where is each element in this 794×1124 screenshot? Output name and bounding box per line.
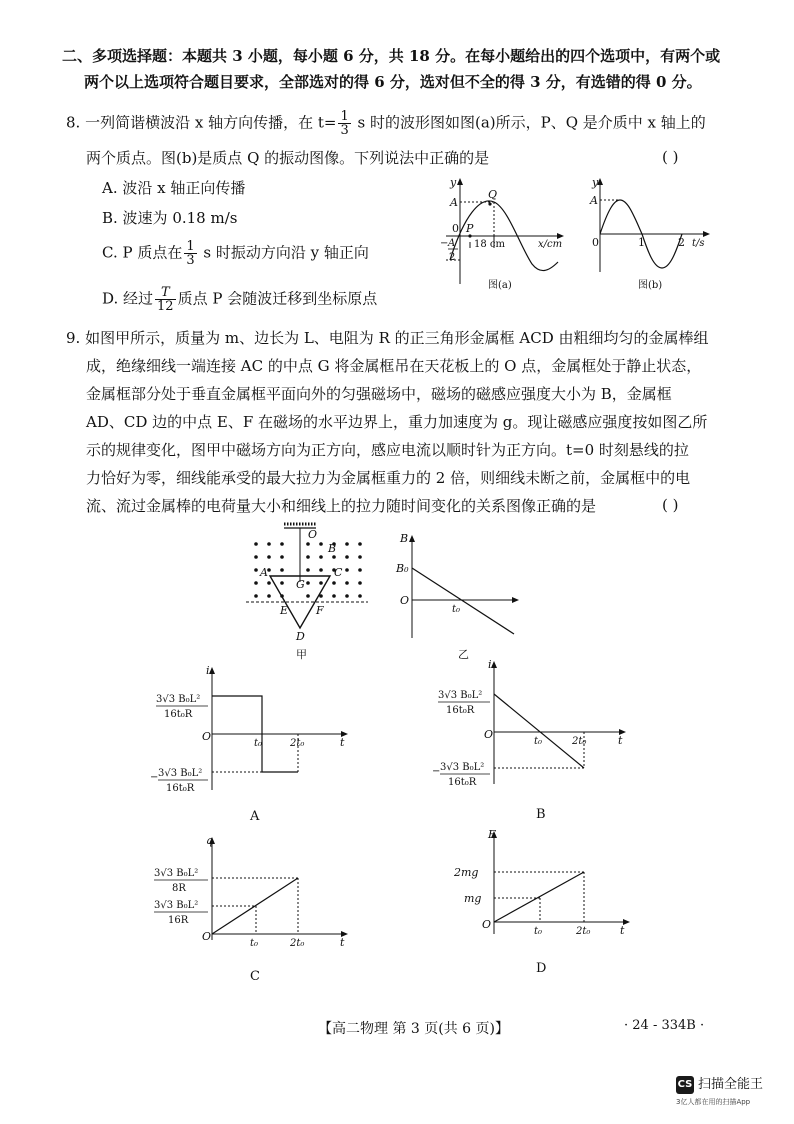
q8-option-d-den: 12	[157, 299, 174, 314]
fig-b-two-label: 2	[678, 236, 685, 249]
graph-d-option-label: D	[536, 961, 547, 976]
q8-answer-paren: ( )	[662, 148, 679, 166]
field-dot	[358, 581, 362, 585]
graph-c-axis-label: q	[206, 834, 214, 847]
fig-yi-label-b0: B₀	[396, 562, 409, 575]
fig-jia-magnetic-dots	[254, 542, 362, 598]
fig-a-caption: 图(a)	[488, 280, 512, 291]
field-dot	[306, 568, 310, 572]
graph-b-top-den: 16t₀R	[446, 705, 475, 716]
fig-a-dist-label: 18 cm	[474, 239, 505, 250]
field-dot	[319, 555, 323, 559]
field-dot	[345, 594, 349, 598]
fig-jia-label-b: B	[328, 542, 337, 555]
q8-option-c	[102, 240, 369, 267]
q8-fraction	[338, 110, 350, 137]
fig-b-zero-label: 0	[592, 236, 599, 249]
field-dot	[332, 594, 336, 598]
field-dot	[306, 581, 310, 585]
q9-stem-line1: 9. 如图甲所示，质量为 m、边长为 L、电阻为 R 的正三角形金属框 ACD 由粗细均匀的金属棒组	[66, 329, 709, 347]
q9-stem-line4: AD、CD 边的中点 E、F 在磁场的水平边界上，重力加速度为 g。现让磁感应强度按如图乙所	[86, 413, 708, 431]
graph-a-bot-den: 16t₀R	[166, 783, 195, 794]
field-dot	[280, 568, 284, 572]
q8-option-c-num: 1	[186, 239, 195, 254]
field-dot	[280, 542, 284, 546]
q8-option-d-text-a: D. 经过	[102, 289, 154, 308]
graph-b-axis-label: i	[488, 658, 492, 671]
figure-jia-frame	[244, 522, 374, 662]
field-dot	[280, 581, 284, 585]
camscanner-name: 扫描全能王	[698, 1077, 764, 1092]
figure-b-vibration	[588, 176, 718, 296]
field-dot	[254, 555, 258, 559]
fig-a-p-label: P	[466, 222, 474, 235]
graph-option-d	[432, 830, 642, 980]
q8-frac-den: 3	[340, 123, 349, 138]
graph-c-2t0: 2t₀	[290, 938, 305, 949]
q8-option-c-frac	[184, 240, 196, 267]
q8-option-d	[102, 286, 377, 313]
field-dot	[358, 568, 362, 572]
graph-b-2t0: 2t₀	[572, 736, 587, 747]
q8-stem-line2: 两个质点。图(b)是质点 Q 的振动图像。下列说法中正确的是	[86, 149, 490, 167]
q9-stem-line5: 示的规律变化，图甲中磁场方向为正方向，感应电流以顺时针为正方向。t=0 时刻悬线的拉	[86, 441, 689, 459]
field-dot	[267, 594, 271, 598]
camscanner-sub: 3亿人都在用的扫描App	[676, 1098, 751, 1106]
graph-c-t0: t₀	[250, 938, 259, 949]
q9-stem-line3: 金属框部分处于垂直金属框平面向外的匀强磁场中，磁场的磁感应强度大小为 B，金属框	[86, 385, 672, 403]
graph-c-origin: O	[202, 930, 212, 943]
graph-a-2t0: 2t₀	[290, 738, 305, 749]
fig-jia-label-a: A	[260, 566, 268, 579]
field-dot	[254, 568, 258, 572]
q8-frac-num: 1	[340, 109, 349, 124]
fig-jia-label-f: F	[316, 604, 324, 617]
fig-a-negA-label: A	[448, 238, 456, 249]
graph-b-option-label: B	[536, 807, 546, 822]
field-dot	[306, 555, 310, 559]
field-dot	[254, 542, 258, 546]
q8-option-b: B. 波速为 0.18 m/s	[102, 209, 238, 227]
fig-yi-label-o: O	[400, 594, 410, 607]
q8-option-d-num: T	[155, 286, 176, 300]
field-dot	[319, 568, 323, 572]
graph-d-2t0: 2t₀	[576, 926, 591, 937]
fig-a-q-label: Q	[488, 188, 498, 201]
graph-d-top-label: 2mg	[454, 866, 479, 879]
camscanner-badge: CS	[676, 1076, 694, 1094]
fig-yi-label-b: B	[400, 532, 409, 545]
graph-a-top-num: 3√3 B₀L²	[156, 694, 201, 705]
fig-yi-caption: 乙	[458, 648, 469, 661]
fig-a-y-arrow	[457, 178, 463, 185]
field-dot	[267, 555, 271, 559]
q9-stem-line7: 流、流过金属棒的电荷量大小和细线上的拉力随时间变化的关系图像正确的是	[86, 497, 597, 515]
graph-a-y-arrow	[209, 667, 215, 674]
graph-d-axis-label: F	[488, 828, 496, 841]
field-dot	[306, 594, 310, 598]
graph-a-minus: −	[150, 772, 159, 783]
graph-option-c	[150, 836, 360, 986]
field-dot	[332, 581, 336, 585]
graph-a-t0: t₀	[254, 738, 263, 749]
fig-b-x-arrow	[703, 231, 710, 237]
field-dot	[358, 542, 362, 546]
fig-yi-x-arrow	[512, 597, 519, 603]
field-dot	[332, 555, 336, 559]
graph-b-current-line	[494, 694, 587, 768]
graph-a-top-den: 16t₀R	[164, 709, 193, 720]
graph-a-axis-label: i	[206, 664, 210, 677]
graph-b-top-num: 3√3 B₀L²	[438, 690, 483, 701]
q9-stem-line2: 成，绝缘细线一端连接 AC 的中点 G 将金属框吊在天花板上的 O 点，金属框处于静止状态，	[86, 357, 702, 375]
q8-option-c-text-b: s 时振动方向沿 y 轴正向	[198, 243, 369, 262]
q9-answer-paren: ( )	[662, 496, 679, 514]
fig-b-one-label: 1	[638, 236, 645, 249]
fig-b-x-label: t/s	[692, 238, 705, 249]
graph-b-minus: −	[432, 766, 441, 777]
q8-stem-line1	[66, 110, 706, 137]
q9-stem-line6: 力恰好为零，细线能承受的最大拉力为金属框重力的 2 倍，则细线未断之前，金属框中的电	[86, 469, 691, 487]
graph-c-mid-num: 3√3 B₀L²	[154, 900, 199, 911]
graph-d-t0: t₀	[534, 926, 543, 937]
graph-b-t0: t₀	[534, 736, 543, 747]
field-dot	[345, 568, 349, 572]
fig-a-a-label: A	[450, 196, 458, 209]
fig-a-point-q	[488, 202, 491, 205]
q8-option-c-text-a: C. P 质点在	[102, 243, 183, 262]
q8-option-d-frac	[155, 286, 176, 313]
fig-jia-label-c: C	[334, 566, 343, 579]
fig-yi-b-line	[412, 568, 514, 634]
fig-b-caption: 图(b)	[638, 280, 663, 291]
fig-jia-label-e: E	[280, 604, 289, 617]
section-header-line2: 两个以上选项符合题目要求，全部选对的得 6 分，选对但不全的得 3 分，有选错的得 0 分。	[84, 73, 702, 91]
figure-yi-b-graph	[392, 532, 522, 662]
fig-jia-label-d: D	[296, 630, 305, 643]
graph-a-t-label: t	[340, 736, 345, 749]
field-dot	[345, 542, 349, 546]
fig-a-negA-den: 2	[449, 252, 456, 263]
graph-option-a	[150, 666, 360, 830]
field-dot	[358, 555, 362, 559]
field-dot	[358, 594, 362, 598]
graph-d-force-line	[494, 872, 584, 922]
fig-a-y-label: y	[450, 176, 457, 189]
fig-jia-label-g: G	[296, 578, 305, 591]
q8-option-a: A. 波沿 x 轴正向传播	[102, 179, 246, 197]
graph-b-t-label: t	[618, 734, 623, 747]
field-dot	[280, 555, 284, 559]
field-dot	[345, 581, 349, 585]
page-code: · 24 - 334B ·	[624, 1018, 705, 1033]
graph-option-b	[432, 660, 642, 824]
section-header-line1: 二、多项选择题：本题共 3 小题，每小题 6 分，共 18 分。在每小题给出的四个选项中，有两个或	[62, 47, 721, 65]
fig-yi-label-t0: t₀	[452, 604, 461, 615]
field-dot	[254, 594, 258, 598]
field-dot	[319, 581, 323, 585]
field-dot	[319, 542, 323, 546]
graph-c-top-den: 8R	[172, 883, 186, 894]
graph-d-t-label: t	[620, 924, 625, 937]
fig-a-negA-minus: −	[440, 238, 449, 249]
graph-c-option-label: C	[250, 969, 260, 984]
field-dot	[267, 581, 271, 585]
graph-d-origin: O	[482, 918, 492, 931]
q8-option-c-den: 3	[186, 253, 195, 268]
fig-b-a-label: A	[590, 194, 598, 207]
fig-yi-y-arrow	[409, 535, 415, 542]
graph-b-origin: O	[484, 728, 494, 741]
fig-jia-caption: 甲	[296, 648, 307, 661]
fig-a-x-label: x/cm	[538, 239, 563, 250]
field-dot	[254, 581, 258, 585]
graph-a-origin: O	[202, 730, 212, 743]
graph-c-mid-den: 16R	[168, 915, 189, 926]
graph-b-bot-den: 16t₀R	[448, 777, 477, 788]
q8-stem-text-b: s 时的波形图如图(a)所示，P、Q 是介质中 x 轴上的	[352, 113, 706, 132]
fig-jia-label-o: O	[308, 528, 318, 541]
field-dot	[345, 555, 349, 559]
graph-a-bot-num: 3√3 B₀L²	[158, 768, 203, 779]
graph-b-y-arrow	[491, 661, 497, 668]
field-dot	[267, 542, 271, 546]
fig-a-zero-label: 0	[452, 222, 459, 235]
q8-stem-text-a: 8. 一列简谐横波沿 x 轴方向传播，在 t=	[66, 113, 337, 132]
graph-d-mid-label: mg	[464, 892, 482, 905]
page-footer: 【高二物理 第 3 页(共 6 页)】	[318, 1021, 509, 1037]
graph-c-t-label: t	[340, 936, 345, 949]
graph-b-bot-num: 3√3 B₀L²	[440, 762, 485, 773]
fig-b-y-label: y	[592, 176, 599, 189]
graph-a-option-label: A	[250, 809, 260, 824]
field-dot	[306, 542, 310, 546]
q8-option-d-text-b: 质点 P 会随波迁移到坐标原点	[177, 289, 378, 308]
graph-c-top-num: 3√3 B₀L²	[154, 868, 199, 879]
figure-a-wave	[440, 176, 570, 296]
